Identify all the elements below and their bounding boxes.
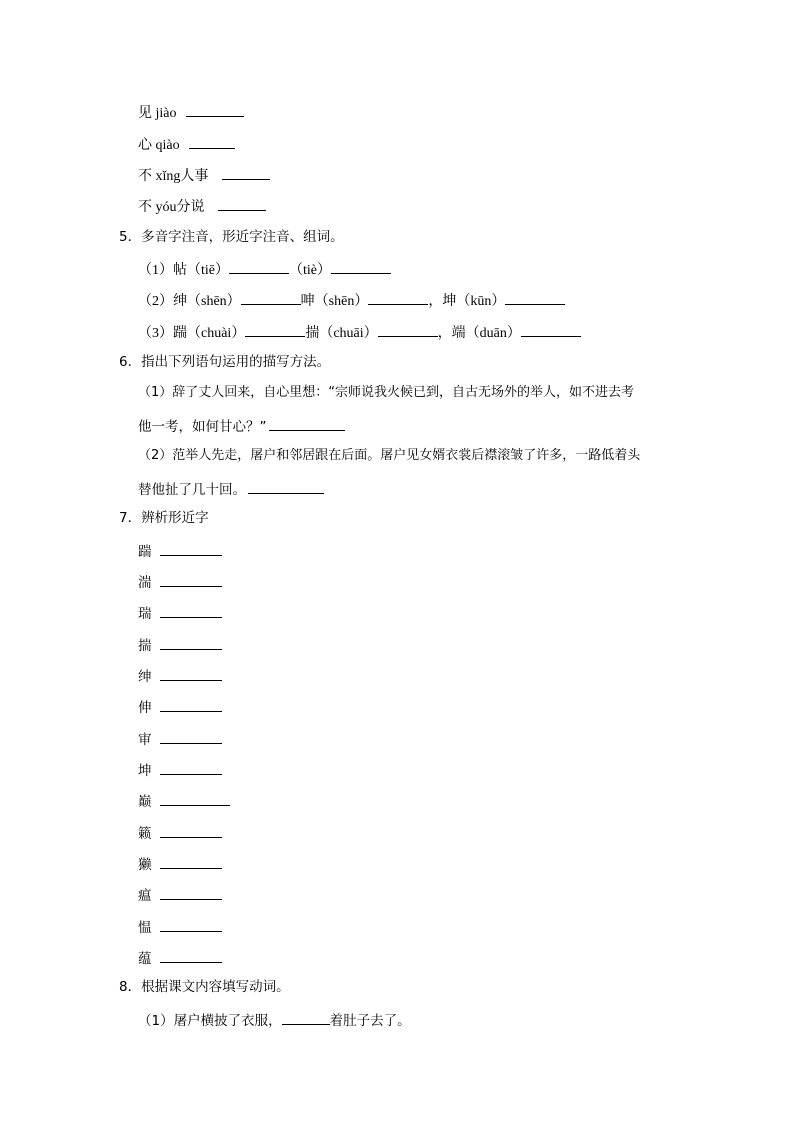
answer-blank[interactable] — [269, 416, 345, 431]
question-7-title: 7．辨析形近字 — [119, 510, 209, 526]
q5-l3-label-c: ，端（duān） — [437, 326, 521, 341]
fill-item-jiao — [138, 102, 244, 123]
char-row — [138, 572, 222, 592]
char-row — [138, 541, 222, 561]
q8-l1-label-a: （1）屠户横披了衣服， — [138, 1013, 282, 1029]
answer-blank[interactable] — [521, 322, 581, 337]
answer-blank[interactable] — [331, 259, 391, 274]
answer-blank[interactable] — [160, 791, 230, 806]
char-label: 獭 — [138, 857, 152, 873]
answer-blank[interactable] — [160, 854, 222, 869]
q5-line-2 — [138, 290, 565, 311]
answer-blank[interactable] — [160, 885, 222, 900]
answer-blank[interactable] — [245, 322, 305, 337]
answer-blank[interactable] — [229, 259, 289, 274]
answer-blank[interactable] — [282, 1010, 330, 1025]
answer-blank[interactable] — [160, 760, 222, 775]
answer-blank[interactable] — [160, 572, 222, 587]
char-row — [138, 760, 222, 780]
fill-item-qiao — [138, 134, 235, 155]
q5-line-3 — [138, 322, 581, 343]
question-8-title: 8．根据课文内容填写动词。 — [119, 979, 290, 995]
char-label: 绅 — [138, 669, 152, 685]
answer-blank[interactable] — [160, 697, 222, 712]
item-label: 见 jiào — [138, 106, 177, 121]
item-label: 不 xǐng人事 — [138, 169, 209, 184]
q6-p2-line2 — [138, 479, 324, 499]
char-label: 湍 — [138, 575, 152, 591]
char-label: 籁 — [138, 826, 152, 842]
char-row — [138, 729, 222, 749]
q6-p2-line1: （2）范举人先走，屠户和邻居跟在后面。屠户见女婿衣裳后襟滚皱了许多，一路低着头 — [138, 448, 641, 463]
char-row — [138, 917, 222, 937]
q8-line-1 — [138, 1010, 411, 1030]
q6-p1-line2 — [138, 416, 345, 436]
item-label: 心 qiào — [138, 138, 180, 153]
answer-blank[interactable] — [160, 917, 222, 932]
char-label: 蕴 — [138, 951, 152, 967]
q5-l1-label-b: （tiè） — [289, 263, 331, 278]
char-label: 巅 — [138, 794, 152, 810]
answer-blank[interactable] — [222, 165, 270, 180]
q5-line-1 — [138, 259, 391, 280]
char-row — [138, 854, 222, 874]
q6-p1-text: 他一考，如何甘心？” — [138, 419, 267, 435]
char-label: 审 — [138, 732, 152, 748]
char-row — [138, 697, 222, 717]
fill-item-you — [138, 196, 266, 217]
char-label: 瑞 — [138, 606, 152, 622]
answer-blank[interactable] — [160, 635, 222, 650]
char-label: 瘟 — [138, 888, 152, 904]
char-row — [138, 635, 222, 655]
fill-item-xing — [138, 165, 270, 186]
char-row — [138, 948, 222, 968]
answer-blank[interactable] — [160, 541, 222, 556]
answer-blank[interactable] — [160, 666, 222, 681]
answer-blank[interactable] — [186, 102, 244, 117]
char-row — [138, 823, 222, 843]
char-label: 揣 — [138, 638, 152, 654]
question-6-title: 6．指出下列语句运用的描写方法。 — [119, 354, 331, 370]
q5-l1-label-a: （1）帖（tiē） — [138, 263, 229, 278]
q5-l2-label-c: ，坤（kūn） — [428, 294, 506, 309]
char-label: 坤 — [138, 763, 152, 779]
char-label: 伸 — [138, 700, 152, 716]
answer-blank[interactable] — [505, 290, 565, 305]
answer-blank[interactable] — [241, 290, 301, 305]
item-label: 不 yóu分说 — [138, 200, 205, 215]
answer-blank[interactable] — [160, 603, 222, 618]
q5-l2-label-a: （2）绅（shēn） — [138, 294, 241, 309]
question-5-title: 5．多音字注音，形近字注音、组词。 — [119, 229, 344, 245]
answer-blank[interactable] — [160, 948, 222, 963]
char-label: 踹 — [138, 544, 152, 560]
char-row — [138, 666, 222, 686]
q5-l2-label-b: 呻（shēn） — [300, 294, 369, 309]
q6-p2-text: 替他扯了几十回。 — [138, 482, 246, 498]
answer-blank[interactable] — [378, 322, 438, 337]
char-row — [138, 791, 230, 811]
answer-blank[interactable] — [368, 290, 428, 305]
q6-p1-line1: （1）辞了丈人回来，自心里想：“宗师说我火候已到，自古无场外的举人，如不进去考 — [138, 385, 635, 400]
answer-blank[interactable] — [218, 196, 266, 211]
answer-blank[interactable] — [160, 729, 222, 744]
q5-l3-label-a: （3）踹（chuài） — [138, 326, 246, 341]
answer-blank[interactable] — [160, 823, 222, 838]
char-label: 愠 — [138, 920, 152, 936]
answer-blank[interactable] — [189, 134, 235, 149]
char-row — [138, 885, 222, 905]
char-row — [138, 603, 222, 623]
q8-l1-label-b: 着肚子去了。 — [329, 1013, 411, 1029]
q5-l3-label-b: 揣（chuāi） — [305, 326, 378, 341]
answer-blank[interactable] — [248, 479, 324, 494]
